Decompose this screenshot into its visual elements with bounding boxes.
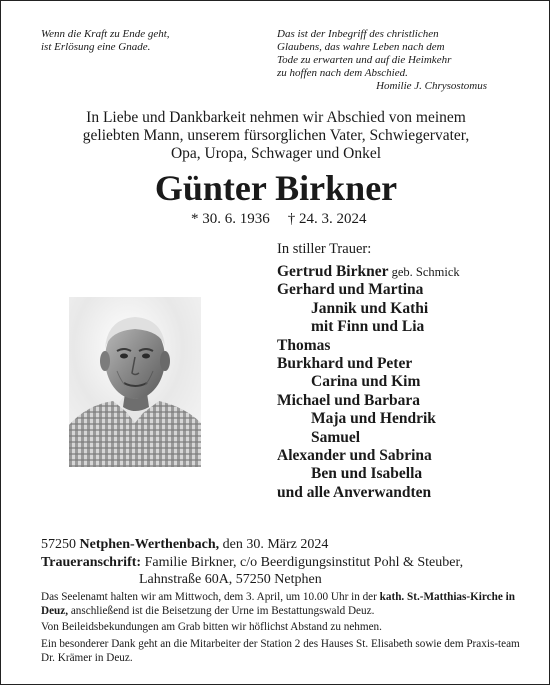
family-list — [277, 263, 547, 502]
quote-left — [41, 28, 241, 54]
intro-line: geliebten Mann, unserem fürsorglichen Vater, Schwiegervater, — [82, 127, 470, 144]
family-member: und alle Anverwandten — [277, 483, 432, 501]
quote-right-line: Glaubens, das wahre Leben nach dem — [277, 41, 445, 53]
church-name: kath. St.-Matthias-Kirche in Deuz, — [41, 591, 515, 617]
family-member: Thomas — [277, 336, 331, 354]
family-member-name: Gertrud Birkner — [277, 263, 389, 280]
death-date: † 24. 3. 2024 — [287, 211, 367, 227]
service-notice-text: anschließend ist die Beisetzung der Urne im Bestattungswald Deuz. — [68, 604, 375, 617]
quote-left-line: Wenn die Kraft zu Ende geht, — [41, 28, 170, 40]
service-notice — [41, 591, 521, 618]
intro-line: In Liebe und Dankbarkeit nehmen wir Abschied von meinem — [86, 109, 466, 126]
quote-right-line: Tode zu erwarten und auf die Heimkehr — [277, 54, 452, 66]
place-and-date — [41, 536, 328, 553]
service-notice-text: Das Seelenamt halten wir am Mittwoch, dem 3. April, um 10.00 Uhr in der — [41, 591, 380, 603]
family-member: Burkhard und Peter — [277, 355, 413, 373]
family-member: mit Finn und Lia — [311, 318, 425, 336]
address-label: Traueranschrift: — [41, 555, 142, 570]
maiden-name: geb. Schmick — [388, 265, 460, 279]
birth-date: * 30. 6. 1936 — [191, 211, 270, 227]
family-member: Maja und Hendrik — [311, 410, 436, 428]
quote-right-line: Das ist der Inbegriff des christlichen — [277, 28, 439, 40]
intro-text — [61, 109, 491, 163]
zip-code: 57250 — [41, 537, 80, 552]
portrait-image — [69, 297, 201, 467]
notice-date: den 30. März 2024 — [219, 537, 329, 552]
address-line-2: Lahnstraße 60A, 57250 Netphen — [139, 572, 322, 587]
family-member: Samuel — [311, 428, 361, 446]
thanks-notice: Ein besonderer Dank geht an die Mitarbeiter der Station 2 des Hauses St. Elisabeth sowie dem Praxis-team Dr. Krämer in Deuz. — [41, 638, 520, 664]
quote-author: Homilie J. Chrysostomus — [376, 80, 487, 92]
quote-right — [277, 28, 517, 93]
condolence-notice: Von Beileidsbekundungen am Grab bitten wir höflichst Abstand zu nehmen. — [41, 621, 382, 633]
mourning-address — [41, 554, 463, 588]
family-member: Alexander und Sabrina — [277, 447, 432, 465]
address-line-1: Familie Birkner, c/o Beerdigungsinstitut Pohl & Steuber, — [141, 555, 464, 570]
place-name: Netphen-Werthenbach, — [79, 537, 220, 552]
family-member — [277, 263, 547, 281]
quote-left-line: ist Erlösung eine Gnade. — [41, 41, 151, 53]
deceased-name: Günter Birkner — [154, 168, 398, 208]
mourning-label: In stiller Trauer: — [277, 241, 372, 257]
portrait-photo — [69, 297, 201, 467]
intro-line: Opa, Uropa, Schwager und Onkel — [170, 145, 382, 162]
family-member: Gerhard und Martina — [277, 281, 424, 299]
family-member: Michael und Barbara — [277, 391, 420, 409]
life-dates — [191, 210, 367, 228]
family-member: Carina und Kim — [311, 373, 421, 391]
family-member: Jannik und Kathi — [311, 299, 429, 317]
quote-right-line: zu hoffen nach dem Abschied. — [277, 67, 408, 79]
family-member: Ben und Isabella — [311, 465, 423, 483]
